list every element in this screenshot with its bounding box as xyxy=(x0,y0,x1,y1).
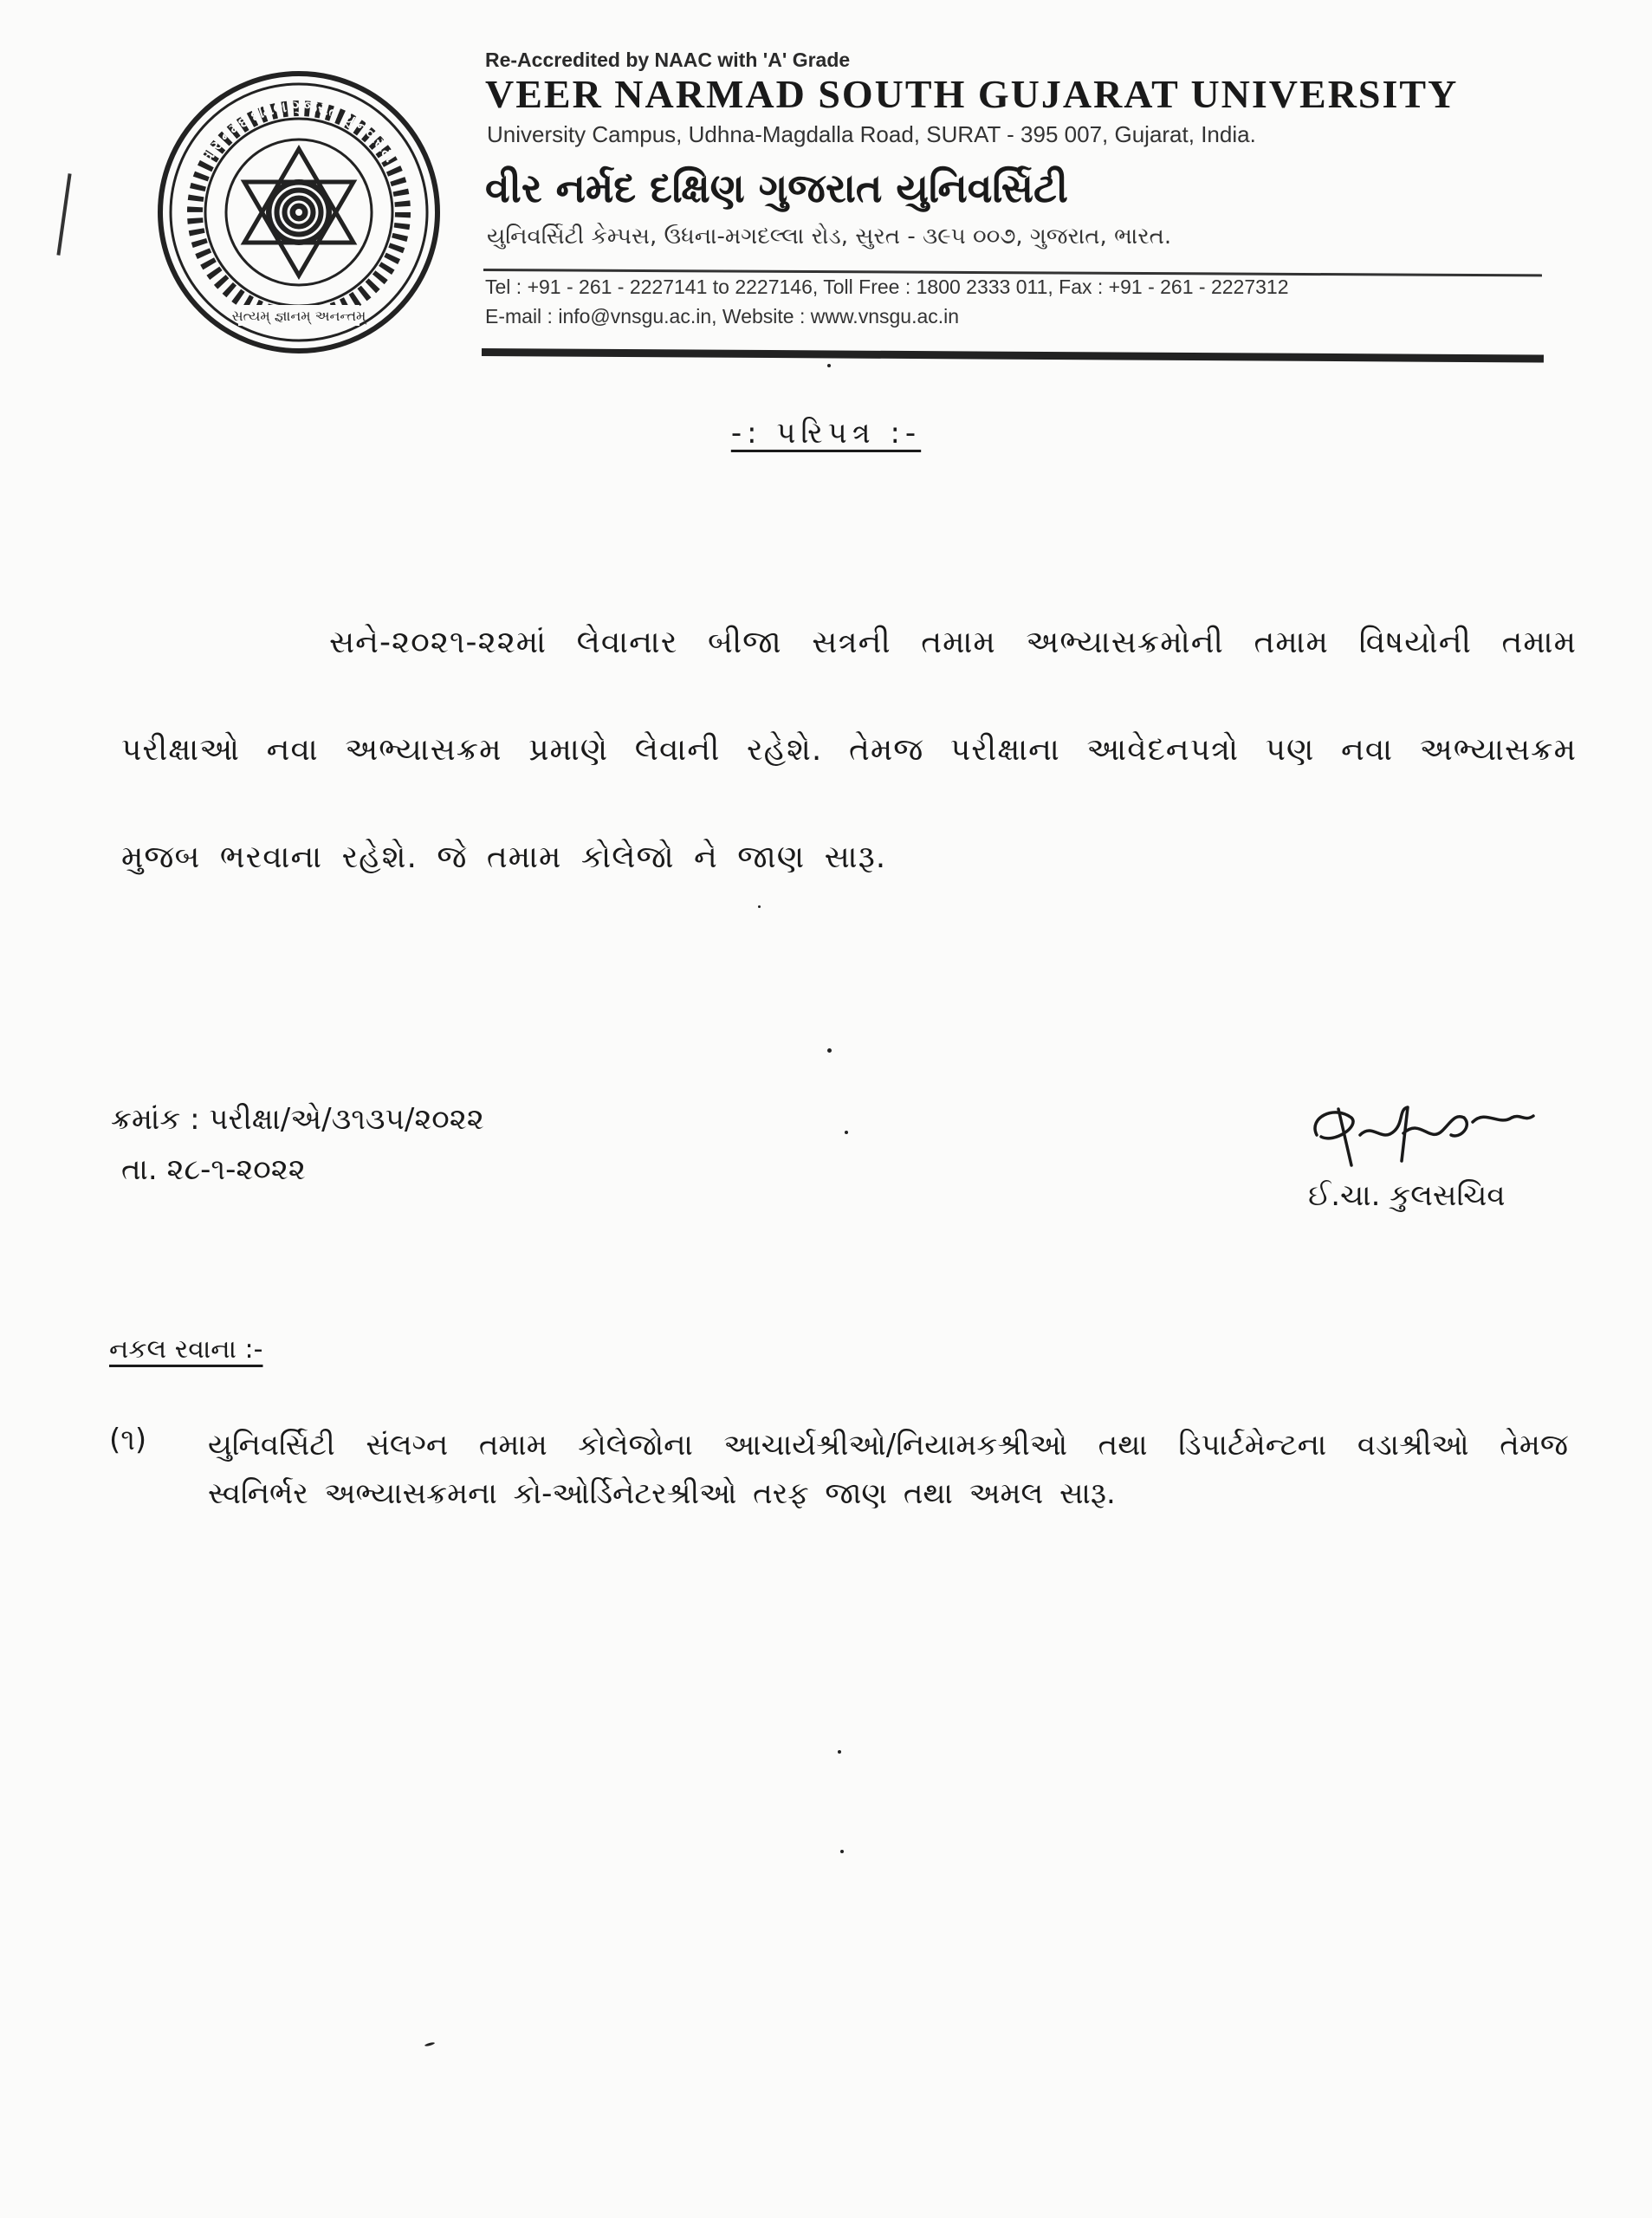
scan-speck xyxy=(827,1048,832,1053)
scan-speck xyxy=(840,1850,844,1853)
email-website-line: E-mail : info@vnsgu.ac.in, Website : www.vnsgu.ac.in xyxy=(485,305,960,328)
margin-mark xyxy=(56,173,71,256)
reference-number: ક્રમાંક : પરીક્ષા/એ/૩૧૩૫/૨૦૨૨ xyxy=(111,1102,484,1137)
university-name-gujarati: વીર નર્મદ દક્ષિણ ગુજરાત યુનિવર્સિટી xyxy=(485,165,1068,211)
university-seal-icon xyxy=(156,69,442,355)
scan-speck xyxy=(758,905,761,908)
university-name-english: VEER NARMAD SOUTH GUJARAT UNIVERSITY xyxy=(485,72,1459,116)
copy-to-item-text: યુનિવર્સિટી સંલગ્ન તમામ કોલેજોના આચાર્યશ્રીઓ/નિયામકશ્રીઓ તથા ડિપાર્ટમેન્ટના વડાશ્રીઓ તેમજ સ્વનિર્ભર અભ્યાસક્રમના કો-ઓર્ડિનેટરશ્રીઓ તરફ જાણ તથા અમલ સારૂ. xyxy=(208,1428,1568,1511)
copy-to-item-number: (૧) xyxy=(109,1423,147,1457)
copy-to-heading: નકલ રવાના :- xyxy=(109,1334,263,1365)
circular-title: -: પરિપત્ર :- xyxy=(730,416,922,451)
reference-date: તા. ૨૮-૧-૨૦૨૨ xyxy=(121,1152,306,1187)
naac-accreditation: Re-Accredited by NAAC with 'A' Grade xyxy=(485,49,851,71)
circular-body xyxy=(121,589,1577,911)
circular-body-text: સને-૨૦૨૧-૨૨માં લેવાનાર બીજા સત્રની તમામ અભ્યાસક્રમોની તમામ વિષયોની તમામ પરીક્ષાઓ નવા અભ્યાસક્રમ પ્રમાણે લેવાની રહેશે. તેમજ પરીક્ષાના આવેદનપત્રો પણ નવા અભ્યાસક્રમ મુજબ ભરવાના રહેશે. જે તમામ કોલેજો ને જાણ સારૂ. xyxy=(121,625,1577,875)
seal-ring-text: વીર નર્મદ દક્ષિણ ગુજરાત યુનિવર્સિટી xyxy=(198,97,399,165)
contact-line: Tel : +91 - 261 - 2227141 to 2227146, Toll Free : 1800 2333 011, Fax : +91 - 261 - 2227312 xyxy=(485,276,1289,298)
signatory-designation: ઈ.ચા. કુલસચિવ xyxy=(1308,1178,1506,1213)
scan-speck xyxy=(424,2041,435,2046)
seal-motto: સત્યમ્ જ્ઞાનમ્ અનન્તમ્ xyxy=(231,308,366,324)
scan-speck xyxy=(827,364,831,367)
address-english: University Campus, Udhna-Magdalla Road, SURAT - 395 007, Gujarat, India. xyxy=(487,121,1256,147)
signature xyxy=(1299,1083,1542,1178)
address-gujarati: યુનિવર્સિટી કેમ્પસ, ઉધના-મગદલ્લા રોડ, સુરત - ૩૯૫ ૦૦૭, ગુજરાત, ભારત. xyxy=(487,224,1172,250)
header-thick-rule xyxy=(482,348,1544,362)
scan-speck xyxy=(838,1750,841,1754)
svg-text:વીર નર્મદ દક્ષિણ ગુજરાત યુનિવર xyxy=(198,98,399,165)
scan-speck xyxy=(845,1131,848,1134)
